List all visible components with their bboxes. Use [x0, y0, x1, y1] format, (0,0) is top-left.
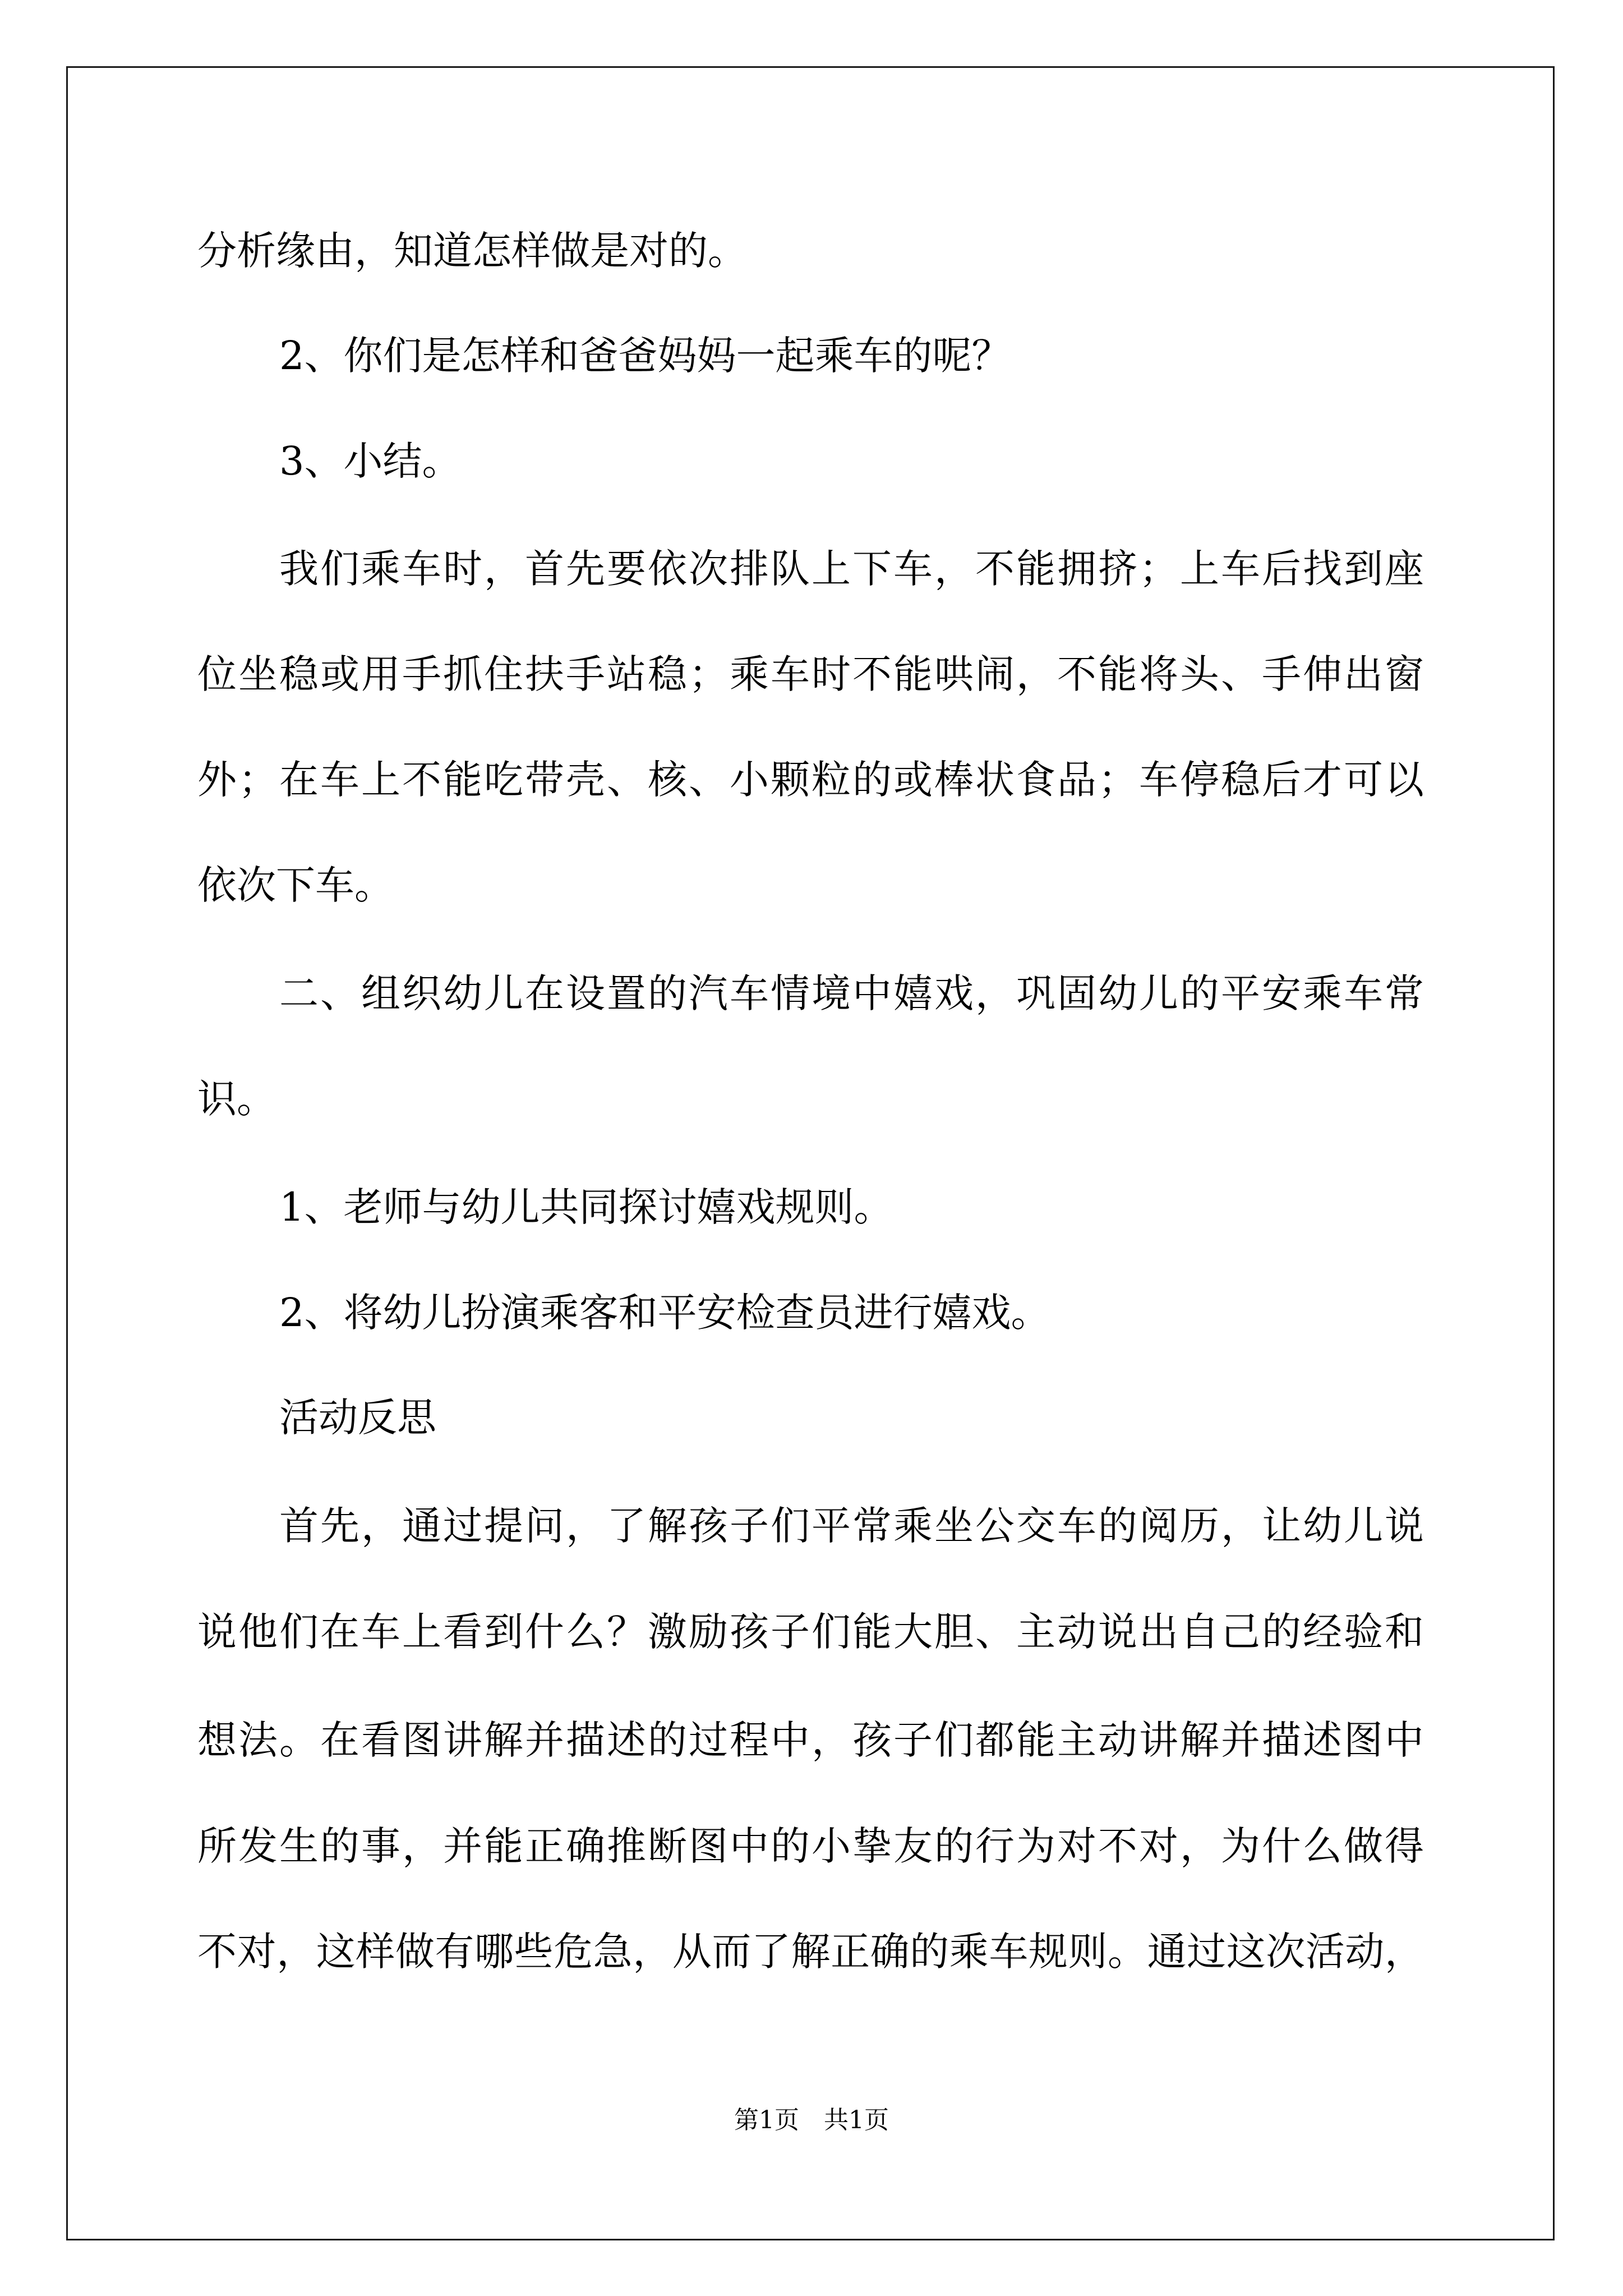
- paragraph-line: 不对，这样做有哪些危急，从而了解正确的乘车规则。通过这次活动，: [197, 1929, 1424, 1975]
- page-border: [66, 66, 1555, 2240]
- paragraph-line: 2、将幼儿扮演乘客和平安检查员进行嬉戏。: [279, 1290, 1050, 1336]
- paragraph-line: 识。: [197, 1076, 276, 1122]
- paragraph-line: 所发生的事，并能正确推断图中的小挚友的行为对不对，为什么做得: [197, 1823, 1424, 1869]
- paragraph-line: 说他们在车上看到什么？激励孩子们能大胆、主动说出自己的经验和: [197, 1609, 1424, 1655]
- section-heading: 活动反思: [279, 1395, 436, 1441]
- paragraph-line: 3、小结。: [279, 438, 462, 484]
- paragraph-line: 分析缘由，知道怎样做是对的。: [197, 228, 747, 274]
- paragraph-line: 想法。在看图讲解并描述的过程中，孩子们都能主动讲解并描述图中: [197, 1717, 1424, 1763]
- paragraph-line: 二、组织幼儿在设置的汽车情境中嬉戏，巩固幼儿的平安乘车常: [279, 970, 1424, 1016]
- paragraph-line: 我们乘车时，首先要依次排队上下车，不能拥挤；上车后找到座: [279, 546, 1424, 592]
- page-number-footer: 第1页 共1页: [734, 2106, 889, 2134]
- paragraph-line: 2、你们是怎样和爸爸妈妈一起乘车的呢？: [279, 333, 1011, 379]
- paragraph-line: 依次下车。: [197, 862, 394, 908]
- paragraph-line: 外；在车上不能吃带壳、核、小颗粒的或棒状食品；车停稳后才可以: [197, 757, 1424, 803]
- paragraph-line: 位坐稳或用手抓住扶手站稳；乘车时不能哄闹，不能将头、手伸出窗: [197, 651, 1424, 697]
- paragraph-line: 1、老师与幼儿共同探讨嬉戏规则。: [279, 1184, 893, 1230]
- paragraph-line: 首先，通过提问，了解孩子们平常乘坐公交车的阅历，让幼儿说: [279, 1503, 1424, 1549]
